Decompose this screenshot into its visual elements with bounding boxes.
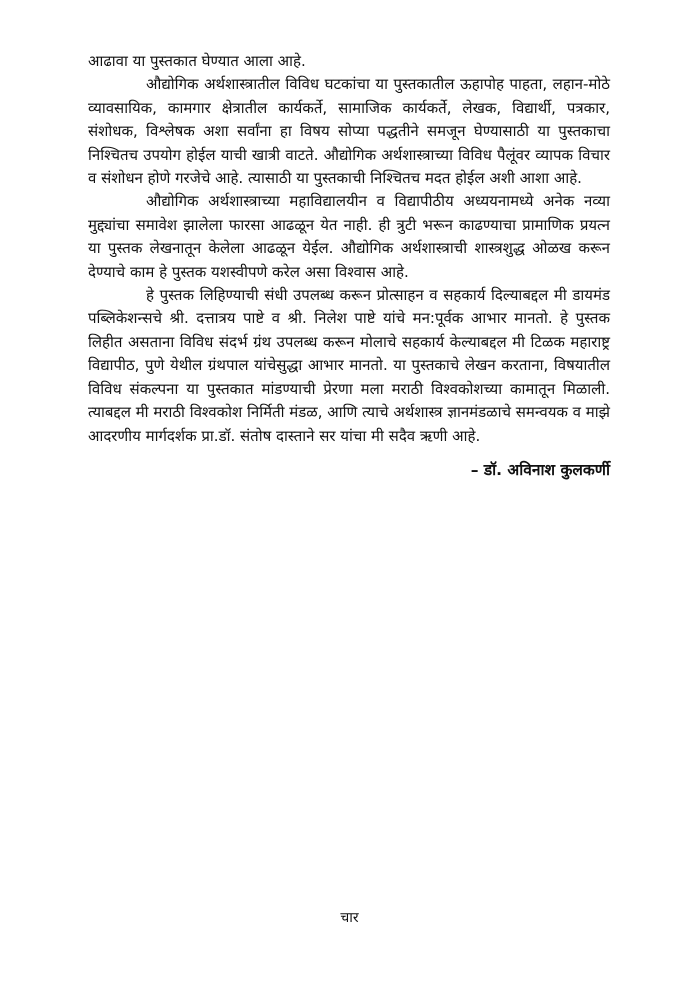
page-number: चार: [340, 910, 359, 926]
paragraph-continuation: आढावा या पुस्तकात घेण्यात आला आहे.: [88, 52, 306, 70]
paragraph-curriculum-gap: औद्योगिक अर्थशास्त्राच्या महाविद्यालयीन व विद्यापीठीय अध्ययनामध्ये अनेक नव्या मुद्द्यांचा समावेश झालेला फारसा आढळून येत नाही. ही त्रुटी भरून काढण्याचा प्रामाणिक प्रयत्न या पुस्तक लेखनातून केलेला आढळून येईल. औद्योगिक अर्थशास्त्राची शास्त्रशुद्ध ओळख करून देण्याचे काम हे पुस्तक यशस्वीपणे करेल असा विश्वास आहे.: [88, 192, 610, 281]
body-text: [88, 50, 610, 482]
author-signature: – डॉ. अविनाश कुलकर्णी: [470, 460, 610, 479]
paragraph-book-usefulness: औद्योगिक अर्थशास्त्रातील विविध घटकांचा या पुस्तकातील ऊहापोह पाहता, लहान-मोठे व्यावसायिक, कामगार क्षेत्रातील कार्यकर्ते, सामाजिक कार्यकर्ते, लेखक, विद्यार्थी, पत्रकार, संशोधक, विश्लेषक अशा सर्वांना हा विषय सोप्या पद्धतीने समजून घेण्यासाठी या पुस्तकाचा निश्चितच उपयोग होईल याची खात्री वाटते. औद्योगिक अर्थशास्त्राच्या विविध पैलूंवर व्यापक विचार व संशोधन होणे गरजेचे आहे. त्यासाठी या पुस्तकाची निश्चितच मदत होईल अशी आशा आहे.: [88, 75, 610, 188]
paragraph-acknowledgements: हे पुस्तक लिहिण्याची संधी उपलब्ध करून प्रोत्साहन व सहकार्य दिल्याबद्दल मी डायमंड पब्लिकेशन्सचे श्री. दत्तात्रय पाष्टे व श्री. निलेश पाष्टे यांचे मन:पूर्वक आभार मानतो. हे पुस्तक लिहीत असताना विविध संदर्भ ग्रंथ उपलब्ध करून मोलाचे सहकार्य केल्याबद्दल मी टिळक महाराष्ट्र विद्यापीठ, पुणे येथील ग्रंथपाल यांचेसुद्धा आभार मानतो. या पुस्तकाचे लेखन करताना, विषयातील विविध संकल्पना या पुस्तकात मांडण्याची प्रेरणा मला मराठी विश्वकोशच्या कामातून मिळाली. त्याबद्दल मी मराठी विश्वकोश निर्मिती मंडळ, आणि त्याचे अर्थशास्त्र ज्ञानमंडळाचे समन्वयक व माझे आदरणीय मार्गदर्शक प्रा.डॉ. संतोष दास्ताने सर यांचा मी सदैव ऋणी आहे.: [88, 286, 610, 445]
